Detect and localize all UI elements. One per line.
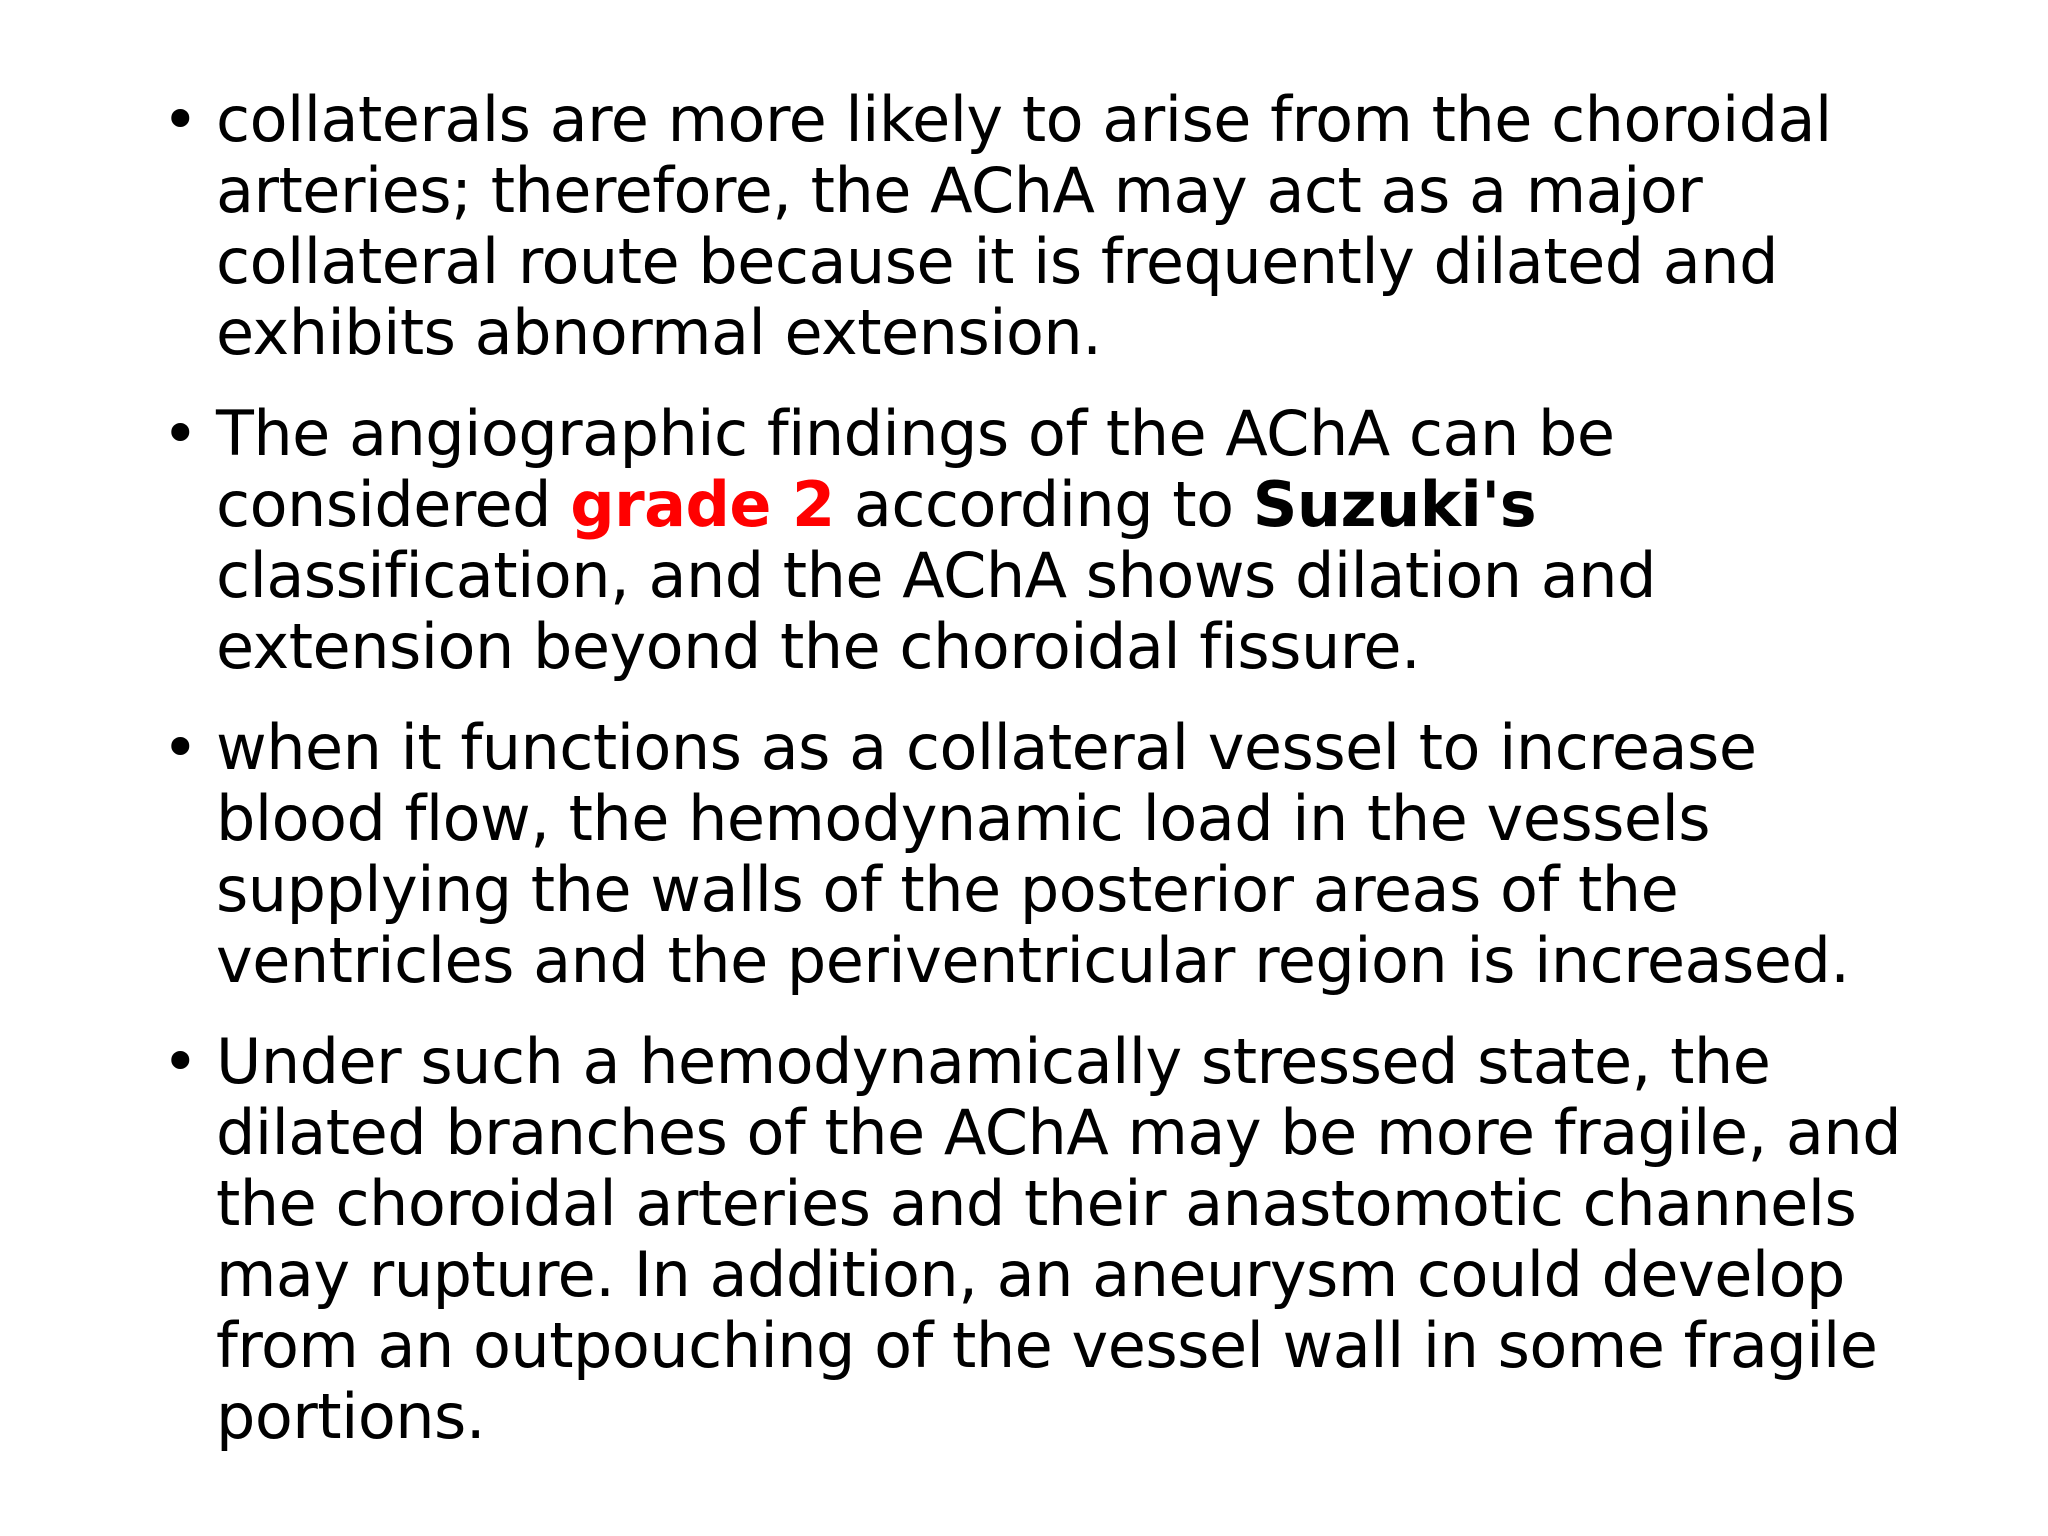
bullet-item [162, 398, 1922, 682]
suzuki-bold: Suzuki's [1252, 468, 1537, 541]
bullet-dot: • [162, 711, 199, 784]
bullet-dot: • [162, 1025, 199, 1098]
bullet-list [162, 84, 1922, 1482]
bullet-item [162, 712, 1922, 996]
bullet-text: Under such a hemodynamically stressed state, the dilated branches of the AChA may be more fragile, and the choroidal arteries and their anastomotic channels may rupture. In addition, an aneurysm could develop from an outpouching of the vessel wall in some fragile portions. [216, 1025, 1902, 1453]
bullet-text-part: The angiographic findings of the AChA can be considered [216, 397, 1615, 541]
grade-highlight: grade 2 [570, 468, 835, 541]
bullet-text: when it functions as a collateral vessel to increase blood flow, the hemodynamic load in the vessels supplying the walls of the posterior areas of the ventricles and the periventricular region is increased. [216, 711, 1850, 997]
bullet-dot: • [162, 83, 199, 156]
bullet-text-part: according to [834, 468, 1253, 541]
bullet-text-part: classification, and the AChA shows dilation and extension beyond the choroidal fissure. [216, 539, 1656, 683]
bullet-dot: • [162, 397, 199, 470]
bullet-item [162, 1026, 1922, 1452]
bullet-text: collaterals are more likely to arise from the choroidal arteries; therefore, the AChA may act as a major collateral route because it is frequently dilated and exhibits abnormal extension. [216, 83, 1832, 369]
bullet-item [162, 84, 1922, 368]
